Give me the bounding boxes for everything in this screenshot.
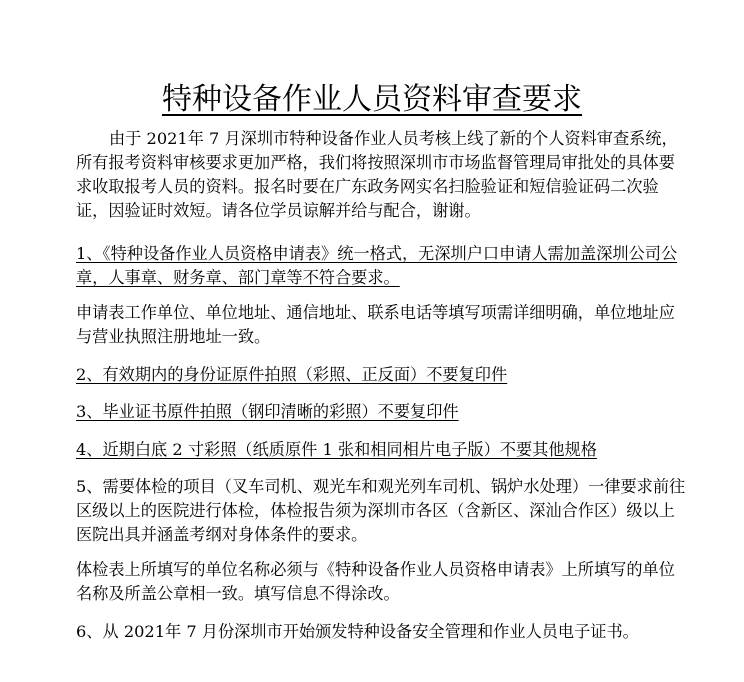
medical-form-note: 体检表上所填写的单位名称必须与《特种设备作业人员资格申请表》上所填写的单位名称及所盖公章相一致。填写信息不得涂改。	[76, 560, 675, 603]
requirement-4-photo: 4、近期白底 2 寸彩照（纸质原件 1 张和相同相片电子版）不要其他规格	[76, 440, 597, 459]
requirement-5-medical-exam: 5、需要体检的项目（叉车司机、观光车和观光列车司机、锅炉水处理）一律要求前往区级以上的医院进行体检，体检报告须为深圳市各区（含新区、深汕合作区）级以上医院出具并涵盖考纲对身体条件的要求。	[76, 477, 686, 544]
requirement-1-application-form: 1、《特种设备作业人员资格申请表》统一格式，无深圳户口申请人需加盖深圳公司公章，人事章、财务章、部门章等不符合要求。	[76, 244, 678, 287]
intro-paragraph: 由于 2021年 7 月深圳市特种设备作业人员考核上线了新的个人资料审查系统，所有报考资料审核要求更加严格，我们将按照深圳市市场监督管理局审批处的具体要求收取报考人员的资料。报名时要在广东政务网实名扫脸验证和短信验证码二次验证，因验证时效短。请各位学员谅解并给与配合，谢谢。	[76, 129, 678, 220]
document-title	[0, 80, 744, 120]
requirement-6-electronic-certificate: 6、从 2021年 7 月份深圳市开始颁发特种设备安全管理和作业人员电子证书。	[76, 622, 639, 641]
application-form-details: 申请表工作单位、单位地址、通信地址、联系电话等填写项需详细明确，单位地址应与营业执照注册地址一致。	[76, 303, 675, 346]
requirement-2-id-card: 2、有效期内的身份证原件拍照（彩照、正反面）不要复印件	[76, 365, 508, 384]
document-title-text: 特种设备作业人员资料审查要求	[162, 82, 582, 117]
requirement-3-diploma: 3、毕业证书原件拍照（钢印清晰的彩照）不要复印件	[76, 402, 459, 421]
